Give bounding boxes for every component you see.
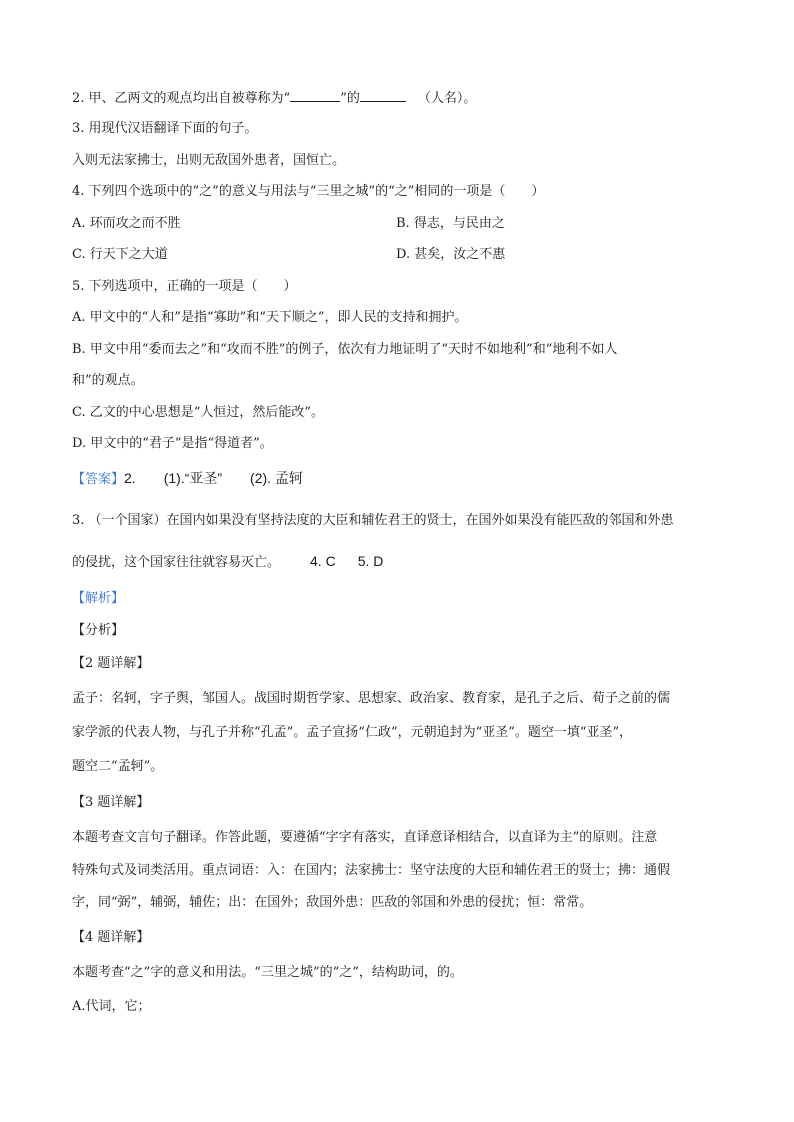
blank-2 [360, 88, 406, 102]
q4-detail-heading: 【4 题详解】 [72, 930, 150, 945]
answer-tag: 【答案】 [72, 472, 125, 487]
question-5-option-b-line1: B. 甲文中用“委而去之”和“攻而不胜”的例子，依次有力地证明了“天时不如地利”和“地利不如人 [72, 342, 618, 357]
question-4-option-a: A. 环而攻之而不胜 [72, 216, 181, 231]
q2-detail-line-3: 题空二“孟轲”。 [72, 759, 164, 774]
q4-detail-line-2: A.代词，它； [72, 999, 151, 1014]
question-2 [72, 88, 476, 108]
answer-line-3 [72, 552, 383, 572]
question-5-option-c: C. 乙文的中心思想是“人恒过，然后能改”。 [72, 405, 325, 420]
q3-detail-line-1: 本题考查文言句子翻译。作答此题，要遵循“字字有落实，直译意译相结合，以直译为主”的原则。注意 [72, 830, 658, 845]
q3-detail-heading: 【3 题详解】 [72, 795, 150, 810]
question-5-option-d: D. 甲文中的“君子”是指“得道者”。 [72, 436, 273, 451]
question-4-option-c: C. 行天下之大道 [72, 247, 168, 262]
question-4-option-d: D. 甚矣，汝之不惠 [396, 247, 506, 262]
answer-q4: 4. C [310, 553, 336, 569]
answer-line-2: 3. （一个国家）在国内如果没有坚持法度的大臣和辅佐君王的贤士，在国外如果没有能匹敌的邻国和外患 [72, 513, 674, 528]
answer-q3-end: 的侵扰，这个国家往往就容易灭亡。 [72, 555, 281, 570]
question-5-option-b-line2: 和”的观点。 [72, 373, 144, 388]
q2-detail-line-2: 家学派的代表人物，与孔子并称“孔孟”。孟子宣扬“仁政”，元朝追封为“亚圣”。题空一填“亚圣”， [72, 725, 633, 740]
question-2-suffix: （人名）。 [417, 91, 477, 106]
question-5-option-a: A. 甲文中的“人和”是指“寡助”和“天下顺之”，即人民的支持和拥护。 [72, 310, 468, 325]
answer-q5: 5. D [357, 553, 384, 569]
question-2-mid: ”的 [340, 91, 360, 106]
question-3-sentence: 入则无法家拂士，出则无敌国外患者，国恒亡。 [72, 153, 346, 168]
answer-q2-part1: (1).“亚圣” [163, 470, 223, 486]
analysis-tag: 【解析】 [72, 591, 125, 606]
question-2-prefix: 2. 甲、乙两文的观点均出自被尊称为“ [72, 91, 291, 106]
question-4-option-b: B. 得志，与民由之 [396, 216, 505, 231]
answer-line-1 [72, 469, 303, 489]
answer-q2-part2: (2). 孟轲 [250, 470, 303, 486]
question-4-prompt: 4. 下列四个选项中的“之”的意义与用法与“三里之城”的“之”相同的一项是（ ） [72, 184, 545, 199]
q4-detail-line-1: 本题考查“之”字的意义和用法。“三里之城”的“之”，结构助词，的。 [72, 965, 463, 980]
q3-detail-line-2: 特殊句式及词类活用。重点词语：入：在国内；法家拂士：坚守法度的大臣和辅佐君王的贤士；拂：通假 [72, 863, 671, 878]
analysis-heading: 【分析】 [72, 623, 125, 638]
question-3-prompt: 3. 用现代汉语翻译下面的句子。 [72, 121, 258, 136]
q2-detail-line-1: 孟子：名轲，字子舆，邹国人。战国时期哲学家、思想家、政治家、教育家，是孔子之后、荀子之前的儒 [72, 691, 671, 706]
question-5-prompt: 5. 下列选项中，正确的一项是（ ） [72, 279, 297, 294]
answer-q2-number: 2. [124, 470, 136, 486]
q2-detail-heading: 【2 题详解】 [72, 656, 150, 671]
blank-1 [290, 88, 340, 102]
q3-detail-line-3: 字，同“弼”，辅弼，辅佐；出：在国外；敌国外患：匹敌的邻国和外患的侵扰；恒：常常。 [72, 895, 593, 910]
